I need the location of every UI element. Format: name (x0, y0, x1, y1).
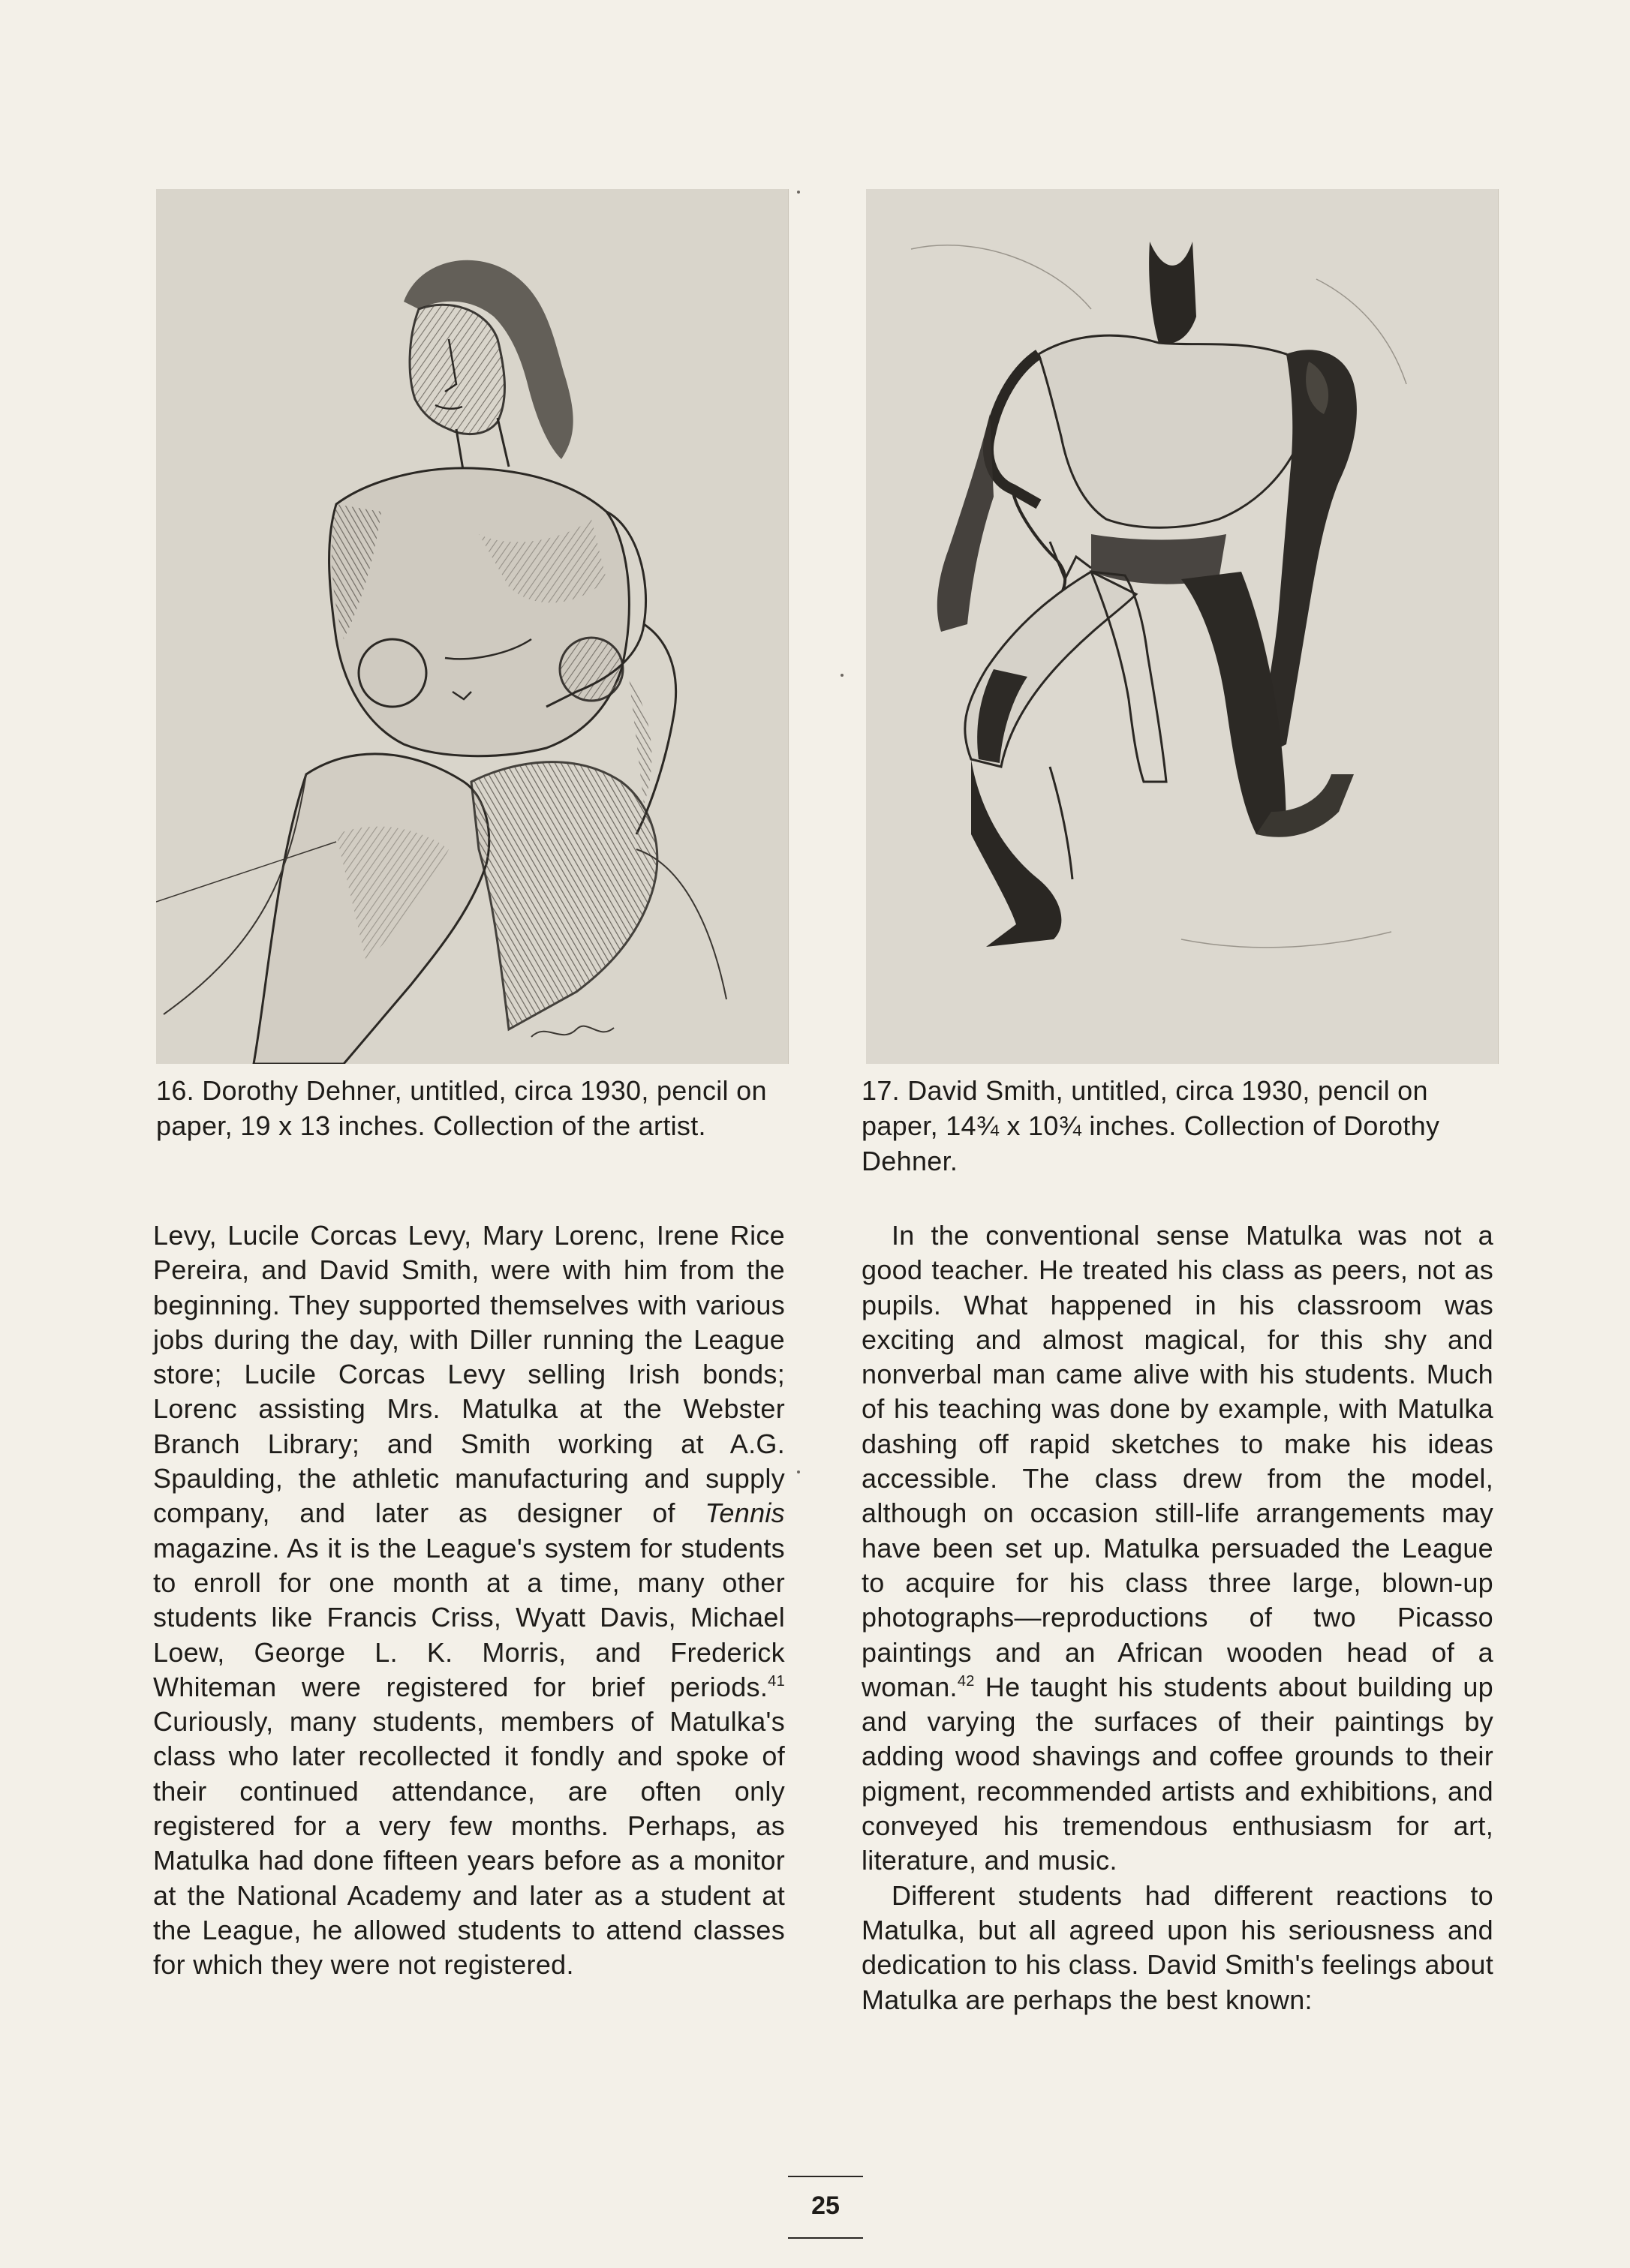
footnote-ref-42: 42 (957, 1672, 975, 1690)
page-number-rule-top (788, 2176, 863, 2177)
body-text-left-column (153, 1218, 785, 1983)
page-number-rule-bottom (788, 2237, 863, 2239)
paragraph: In the conventional sense Matulka was not a good teacher. He treated his class as peers, not as pupils. What happened in his classroom was exciting and almost magical, for this shy and nonverbal man came alive with his students. Much of his teaching was done by example, with Matulka dashing off rapid sketches to make his ideas accessible. The class drew from the model, although on occasion still-life arrangements may have been set up. Matulka persuaded the League to acquire for his class three large, blown-up photographs—reproductions of two Picasso paintings and an African wooden head of a woman.$^{42}$ He taught his students about building up and varying the surfaces of their paintings by adding wood shavings and coffee grounds to their pigment, recommended artists and exhibitions, and conveyed his tremendous enthusiasm for art, literature, and music. (862, 1220, 1493, 1876)
figure-17-image (866, 189, 1499, 1064)
print-speck (797, 1470, 800, 1473)
magazine-title: Tennis (705, 1497, 785, 1529)
kneeling-figure-drawing (866, 189, 1498, 1064)
footnote-ref-41: 41 (768, 1672, 785, 1690)
body-text-right-column (862, 1218, 1493, 2017)
print-speck (841, 674, 844, 677)
print-speck (797, 191, 800, 194)
page-number: 25 (811, 2191, 840, 2220)
paragraph: Different students had different reactions to Matulka, but all agreed upon his seriousness and dedication to his class. David Smith's feelings about Matulka are perhaps the best known: (862, 1879, 1493, 2015)
paragraph: Levy, Lucile Corcas Levy, Mary Lorenc, Irene Rice Pereira, and David Smith, were with him from the beginning. They supported themselves with various jobs during the day, with Diller running the League store; Lucile Corcas Levy selling Irish bonds; Lorenc assisting Mrs. Matulka at the Webster Branch Library; and Smith working at A.G. Spaulding, the athletic manufacturing and supply company, and later as designer of Tennis magazine. As it is the League's system for students to enroll for one month at a time, many other students like Francis Criss, Wyatt Davis, Michael Loew, George L. K. Morris, and Frederick Whiteman were registered for brief periods.$^{41}$ Curiously, many students, members of Matulka's class who later recollected it fondly and spoke of their continued attendance, are often only registered for a very few months. Perhaps, as Matulka had done fifteen years before as a monitor at the National Academy and later as a student at the League, he allowed students to attend classes for which they were not registered. (153, 1220, 785, 1981)
figure-16-caption: 16. Dorothy Dehner, untitled, circa 1930, pencil on paper, 19 x 13 inches. Collection of the artist. (156, 1075, 767, 1141)
seated-nude-drawing (156, 189, 788, 1064)
figure-16-image (156, 189, 789, 1064)
figure-17-caption: 17. David Smith, untitled, circa 1930, pencil on paper, 14¾ x 10¾ inches. Collection of Dorothy Dehner. (862, 1075, 1440, 1176)
